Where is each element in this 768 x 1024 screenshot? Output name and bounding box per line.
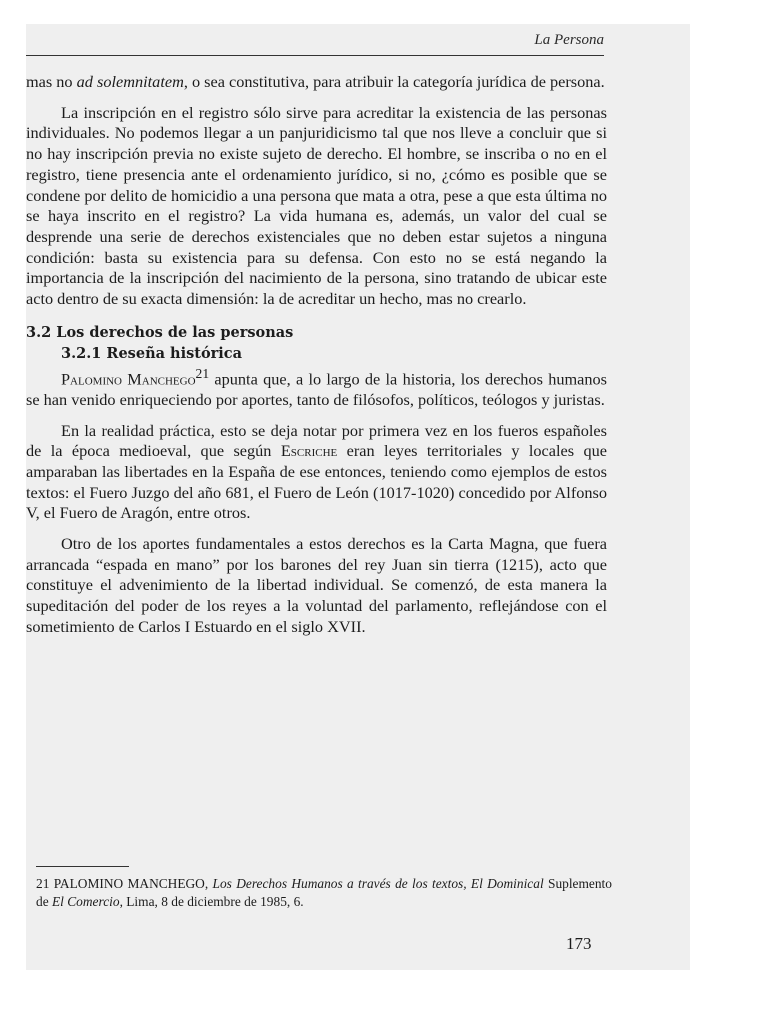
cited-author-escriche: Escriche: [280, 441, 338, 461]
body-text: [26, 72, 607, 638]
cited-author: Palomino Manchego: [61, 369, 196, 389]
footnote-newspaper: El Comercio: [52, 894, 120, 909]
footnote-number: 21: [36, 876, 50, 891]
p4-text-a: En la realidad práctica, esto se deja notar por primera vez en los fueros españoles de la época medioeval, que según: [26, 420, 607, 461]
subsection-heading: 3.2.1 Reseña histórica: [61, 344, 243, 362]
p4-text-c: eran leyes territoriales y locales que amparaban las libertades en la España de ese entonces, teniendo como ejemplos de estos textos: el Fuero Juzgo del año 681, el Fuero de León (1017-1020) concedido por Alfonso V, el Fuero de Aragón, entre otros.: [26, 441, 607, 523]
footnote: [36, 875, 612, 911]
footnote-text: Suplemento de: [36, 876, 612, 909]
p1-text-a: mas no: [26, 72, 77, 91]
paragraph-5: Otro de los aportes fundamentales a estos derechos es la Carta Magna, que fuera arrancada “espada en mano” por los barones del rey Juan sin tierra (1215), acto que constituye el advenimiento de la libertad individual. Se comenzó, de esta manera la supeditación del poder de los reyes a la voluntad del parlamento, reflejándose con el sometimiento de Carlos I Estuardo en el siglo XVII.: [26, 534, 607, 636]
footnote-rule: [36, 866, 129, 867]
footnote-title: Los Derechos Humanos a través de los textos, El Dominical: [212, 876, 544, 891]
footnote-ref[interactable]: 21: [195, 365, 210, 381]
header-rule: [26, 55, 604, 56]
footnote-end: , Lima, 8 de diciembre de 1985, 6.: [119, 894, 304, 909]
p1-latin-term: ad solemnitatem: [76, 72, 184, 91]
paragraph-2: La inscripción en el registro sólo sirve para acreditar la existencia de las personas individuales. No podemos llegar a un panjuridicismo tal que nos lleve a concluir que si no hay inscripción previa no existe sujeto de derecho. El hombre, se inscriba o no en el registro, tiene presencia ante el ordenamiento jurídico, si no, ¿cómo es posible que se condene por delito de homicidio a una persona que mata a otra, pese a que esta última no se haya inscrito en el registro? La vida humana es, además, un valor del cual se desprende una serie de derechos existenciales que no deben estar sujetos a ninguna condición: basta su existencia para su defensa. Con esto no se está negando la importancia de la inscripción del nacimiento de la persona, sino tratando de ubicar este acto dentro de su exacta dimensión: la de acreditar un hecho, mas no crearlo.: [26, 102, 607, 309]
paragraph-3: [26, 364, 607, 411]
running-header: La Persona: [534, 32, 604, 48]
footnote-author: PALOMINO MANCHEGO,: [53, 876, 213, 891]
paragraph-4: [26, 421, 607, 525]
paragraph-1: [26, 72, 607, 93]
book-page: [26, 24, 690, 970]
p3-text: apunta que, a lo largo de la historia, los derechos humanos se han venido enriqueciendo por aportes, tanto de filósofos, políticos, teólogos y juristas.: [26, 369, 607, 409]
page-number: 173: [566, 934, 592, 953]
section-heading: 3.2 Los derechos de las personas: [26, 323, 294, 341]
p1-text-c: , o sea constitutiva, para atribuir la categoría jurídica de persona.: [183, 72, 605, 91]
